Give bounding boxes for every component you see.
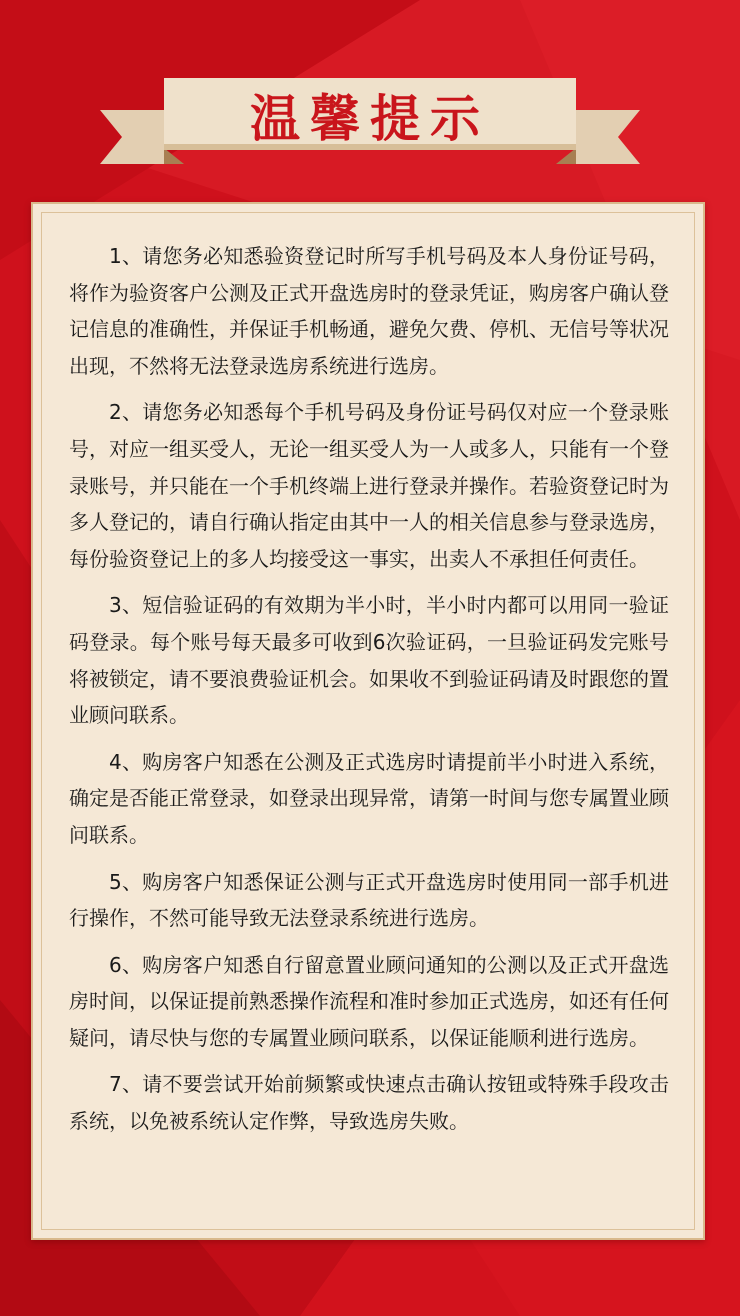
- notice-item-7: 7、请不要尝试开始前频繁或快速点击确认按钮或特殊手段攻击系统，以免被系统认定作弊，导致选房失败。: [69, 1072, 669, 1134]
- notice-panel: [31, 202, 705, 1240]
- notice-list: [69, 238, 669, 1150]
- notice-item-3: 3、短信验证码的有效期为半小时，半小时内都可以用同一验证码登录。每个账号每天最多可收到6次验证码，一旦验证码发完账号将被锁定，请不要浪费验证机会。如果收不到验证码请及时跟您的置业顾问联系。: [69, 593, 669, 728]
- title-ribbon: [100, 78, 640, 174]
- notice-item-2: 2、请您务必知悉每个手机号码及身份证号码仅对应一个登录账号，对应一组买受人，无论一组买受人为一人或多人，只能有一个登录账号，并只能在一个手机终端上进行登录并操作。若验资登记时为多人登记的，请自行确认指定由其中一人的相关信息参与登录选房，每份验资登记上的多人均接受这一事实，出卖人不承担任何责任。: [69, 400, 669, 571]
- notice-item-4: 4、购房客户知悉在公测及正式选房时请提前半小时进入系统，确定是否能正常登录，如登录出现异常，请第一时间与您专属置业顾问联系。: [69, 749, 669, 847]
- notice-item-1: 1、请您务必知悉验资登记时所写手机号码及本人身份证号码，将作为验资客户公测及正式开盘选房时的登录凭证，购房客户确认登记信息的准确性，并保证手机畅通，避免欠费、停机、无信号等状况出现，不然将无法登录选房系统进行选房。: [69, 244, 669, 378]
- notice-item-6: 6、购房客户知悉自行留意置业顾问通知的公测以及正式开盘选房时间，以保证提前熟悉操作流程和准时参加正式选房，如还有任何疑问，请尽快与您的专属置业顾问联系，以保证能顺利进行选房。: [69, 952, 669, 1050]
- banner-title: 温馨提示: [250, 90, 490, 148]
- notice-item-5: 5、购房客户知悉保证公测与正式开盘选房时使用同一部手机进行操作，不然可能导致无法登录系统进行选房。: [69, 869, 669, 931]
